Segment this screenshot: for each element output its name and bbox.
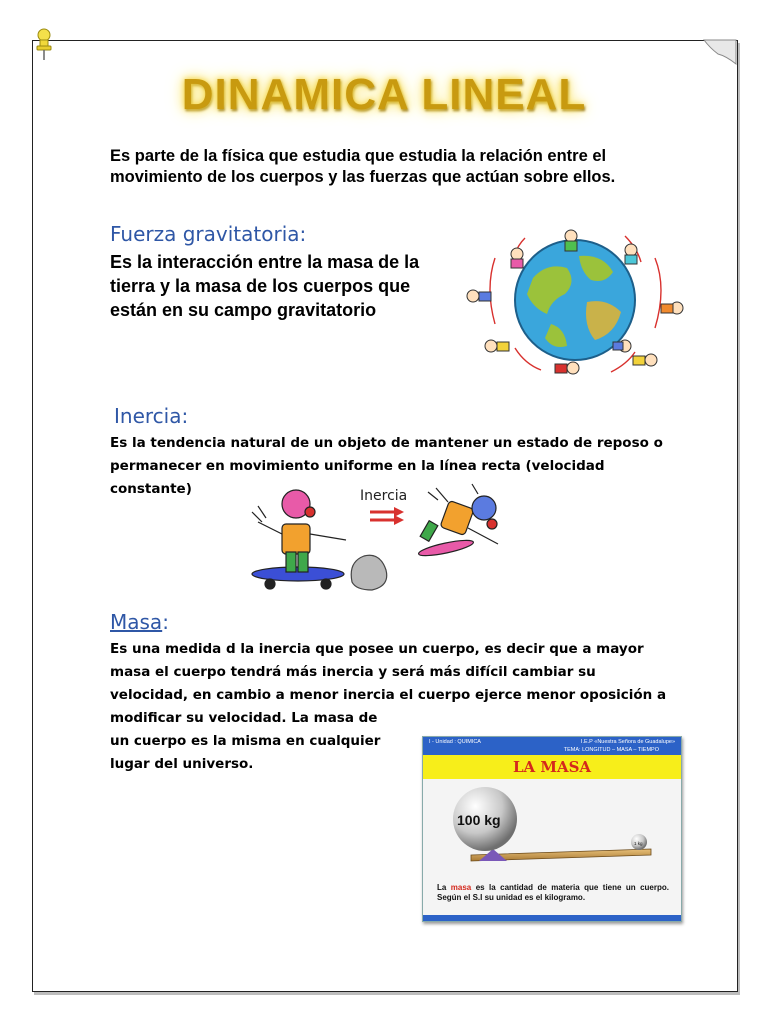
pushpin-icon xyxy=(34,28,54,62)
caption-red: masa xyxy=(450,883,472,892)
slide-title: LA MASA xyxy=(512,758,592,776)
masa-text-1: Es una medida d la inercia que posee un cuerpo, es decir que a mayor masa el cuerpo tendrá más inercia y será más difícil cambiar su velocidad, en cambio a menor inercia el cuerpo ejerce menor oposición a modificar su velocidad. La masa de xyxy=(110,641,667,726)
masa-heading-wrap xyxy=(110,610,169,634)
page-curl-icon xyxy=(700,38,740,68)
slide-caption xyxy=(437,883,669,903)
inercia-heading: Inercia: xyxy=(114,404,189,428)
slide-title-band xyxy=(423,755,681,779)
inercia-text: Es la tendencia natural de un objeto de mantener un estado de reposo o permanecer en movimiento uniforme en la línea recta (velocidad constante) xyxy=(110,435,663,497)
slide-topic-label: TEMA: LONGITUD – MASA – TIEMPO xyxy=(563,747,659,753)
caption-pre: La xyxy=(437,883,447,892)
inercia-image-label: Inercia xyxy=(360,488,408,504)
inercia-illustration xyxy=(248,478,513,603)
masa-heading: Masa xyxy=(110,610,163,634)
la-masa-slide-image xyxy=(422,736,682,922)
big-ball-label: 100 kg xyxy=(457,812,501,828)
fuerza-heading: Fuerza gravitatoria: xyxy=(110,222,307,246)
page-title: DINAMICA LINEAL xyxy=(181,70,587,119)
slide-header-bar xyxy=(423,737,681,755)
masa-text-2: un cuerpo es la misma en cualquier lugar del universo. xyxy=(110,733,381,772)
caption-post: es la cantidad de materia que tiene un cuerpo. Según el S.I su unidad es el kilogramo. xyxy=(437,883,669,902)
slide-footer-bar xyxy=(423,915,681,921)
slide-school-label: I.E.P «Nuestra Señora de Guadalupe» xyxy=(580,739,675,745)
small-ball-label: 1 kg xyxy=(634,841,643,846)
slide-unit-label: I - Unidad : QUIMICA xyxy=(429,739,481,745)
intro-paragraph: Es parte de la física que estudia que estudia la relación entre el movimiento de los cuerpos y las fuerzas que actúan sobre ellos. xyxy=(110,147,616,186)
masa-heading-colon: : xyxy=(162,610,169,634)
globe-children-illustration xyxy=(455,228,695,378)
seesaw-balls-illustration xyxy=(423,781,681,879)
fuerza-text: Es la interacción entre la masa de la tierra y la masa de los cuerpos que están en su campo gravitatorio xyxy=(110,252,420,320)
